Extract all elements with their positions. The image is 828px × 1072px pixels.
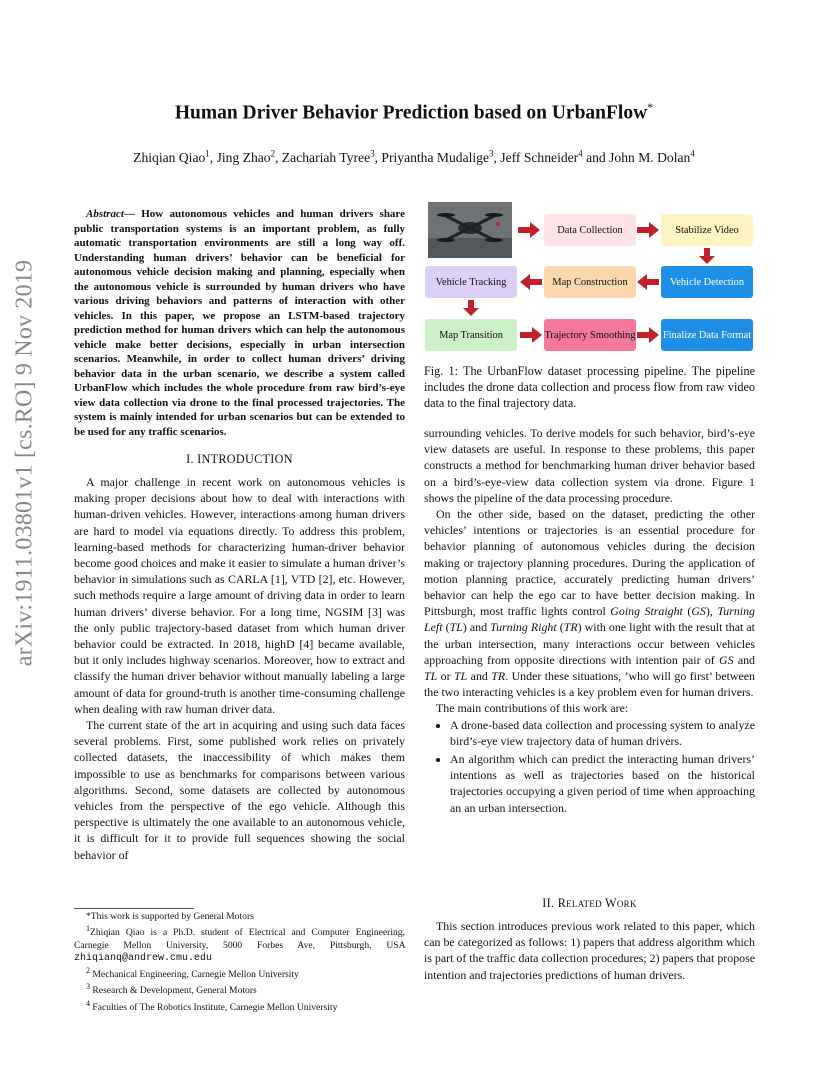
arrow-right-icon [637,327,659,343]
pipeline-figure [424,198,758,358]
box-map-transition: Map Transition [425,319,517,351]
abstract: Abstract— How autonomous vehicles and human drivers share public transportation systems is an important problem, as fully automatic transportation environments are still a long way off. Understanding human drivers’ behavior can be beneficial for autonomous vehicle decision making and planning, especially when the autonomous vehicle is surrounded by human drivers who have various driving behaviors and patterns of interaction with other vehicles. In this paper, we propose an LSTM-based trajectory prediction method for human drivers which can help the autonomous vehicle make better decisions, especially in urban intersection scenarios. Meanwhile, in order to collect human drivers’ driving behavior data in the urban scenario, we describe a system called UrbanFlow which includes the whole procedure from raw bird’s-eye view data collection via drone to the final processed trajectories. The system is mainly intended for urban scenarios but can be extended to be used for any traffic scenarios. [74,208,405,438]
author: Jeff Schneider$^4$ and [500,148,610,165]
author-list [40,148,788,166]
section-heading-related-work: II. Related Work [542,896,637,910]
author: Jing Zhao$^2$, [216,148,282,165]
author: Zachariah Tyree$^3$, [281,148,382,165]
arrow-down-icon [463,300,479,316]
arrow-right-icon [518,222,540,238]
list-item: • An algorithm which can predict the interacting human drivers’ intentions as well as trajectories based on the historical trajectories occupying a given period of time when approaching an an urban intersection. [450,751,755,816]
paragraph: This section introduces previous work related to this paper, which can be categorized as follows: 1) papers that address algorithm which is part of the traffic data collection procedures; 2) papers that propose intention and trajectories predictions of human drivers. [424,919,755,982]
footnote-rule [74,908,194,909]
box-vehicle-detection: Vehicle Detection [661,266,753,298]
contribution-list [424,717,755,816]
box-vehicle-tracking: Vehicle Tracking [425,266,517,298]
paragraph: On the other side, based on the dataset, predicting the other vehicles’ intentions or trajectories is an essential procedure for behavior planning of autonomous vehicles during the decision making or trajectory planning procedures. During the application of motion planning practice, accurately predicting human drivers’ behavior can help the ego car to have better decision making. In Pittsburgh, most traffic lights control Going Straight (GS), Turning Left (TL) and Turning Right (TR) with one light with the result that at the urban intersection, many interactions occur between vehicles approaching from opposite directions with intention pair of GS and TL or TL and TR. Under these situations, ’who will go first’ between the two interacting vehicles is a key problem even for human drivers. [424,507,755,700]
arrow-right-icon [520,327,542,343]
arrow-left-icon [520,274,542,290]
right-column-body [424,425,755,818]
box-stabilize-video: Stabilize Video [661,214,753,246]
paragraph: surrounding vehicles. To derive models for such behavior, bird’s-eye view datasets are useful. In response to these problems, this paper constructs a method for benchmarking human driver behavior based on a bird’s-eye-view data collection system via drone. Figure 1 shows the pipeline of the data processing procedure. [424,426,755,505]
box-data-collection: Data Collection [544,214,636,246]
box-finalize-data-format: Finalize Data Format [661,319,753,351]
figure-caption: Fig. 1: The UrbanFlow dataset processing pipeline. The pipeline includes the drone data collection and process flow from raw video data to the final trajectory data. [424,364,755,410]
section-heading-introduction: I. INTRODUCTION [186,452,293,466]
author: Zhiqian Qiao$^1$, [133,148,217,165]
footnotes: *This work is supported by General Motors $^1$Zhiqian Qiao is a Ph.D. student of Electrical and Computer Engineering, Carnegie Mellon University, 5000 Forbes Ave, Pittsburgh, USA zhiqianq@andrew.cmu.edu $^2$ Mechanical Engineering, Carnegie Mellon University $^3$ Research & Development, General Motors $^4$ Faculties of The Robotics Institute, Carnegie Mellon University [74,911,405,1013]
paper-title: Human Driver Behavior Prediction based on UrbanFlow* [174,100,654,124]
drone-photo [428,202,512,258]
author: Priyantha Mudalige$^3$, [381,148,501,165]
arrow-left-icon [637,274,659,290]
list-item: • A drone-based data collection and processing system to analyze bird’s-eye view trajectory data of human drivers. [450,717,755,749]
box-map-construction: Map Construction [544,266,636,298]
arrow-down-icon [699,248,715,264]
arrow-right-icon [637,222,659,238]
paragraph: A major challenge in recent work on autonomous vehicles is making proper decisions about how to deal with interactions with human-driven vehicles. However, interactions among human drivers are hard to model via equations directly. To address this problem, learning-based methods for characterizing human-driver behavior become good choices and make it easier to simulate a human driver’s behavior in simulations such as CARLA [1], VTD [2], etc. However, such methods require a large amount of driving data in order to learn human drivers’ diverse behavior. For a long time, NGSIM [3] was the only public trajectory-based dataset from which human driver behavior could be extracted. In 2018, highD [4] became available, but it only includes highway scenarios. Moreover, how to extract and classify the human driver behavior without manually labeling a large amount of data for ground-truth is another time-consuming challenge when dealing with raw human driver data. [74,475,405,716]
arxiv-stamp: arXiv:1911.03801v1 [cs.RO] 9 Nov 2019 [11,259,38,667]
paragraph: The main contributions of this work are: [436,701,629,716]
introduction-body [74,474,405,863]
box-trajectory-smoothing: Trajectory Smoothing [544,319,636,351]
related-work-body [424,918,755,983]
author: John M. Dolan$^4$ [609,148,695,165]
paragraph: The current state of the art in acquiring and using such data faces several problems. First, some published work relies on privately collected datasets, the inaccessibility of which makes them impossible to use as benchmarks for comparisons between various algorithms. Second, some datasets are collected by autonomous vehicles from the perspective of the ego vehicle. Although this perspective is ultimately the one available to an autonomous vehicle, it is difficult for it to provide full sequences showing the social behavior of [74,718,405,862]
email-link[interactable]: zhiqianq@andrew.cmu.edu [74,952,213,964]
